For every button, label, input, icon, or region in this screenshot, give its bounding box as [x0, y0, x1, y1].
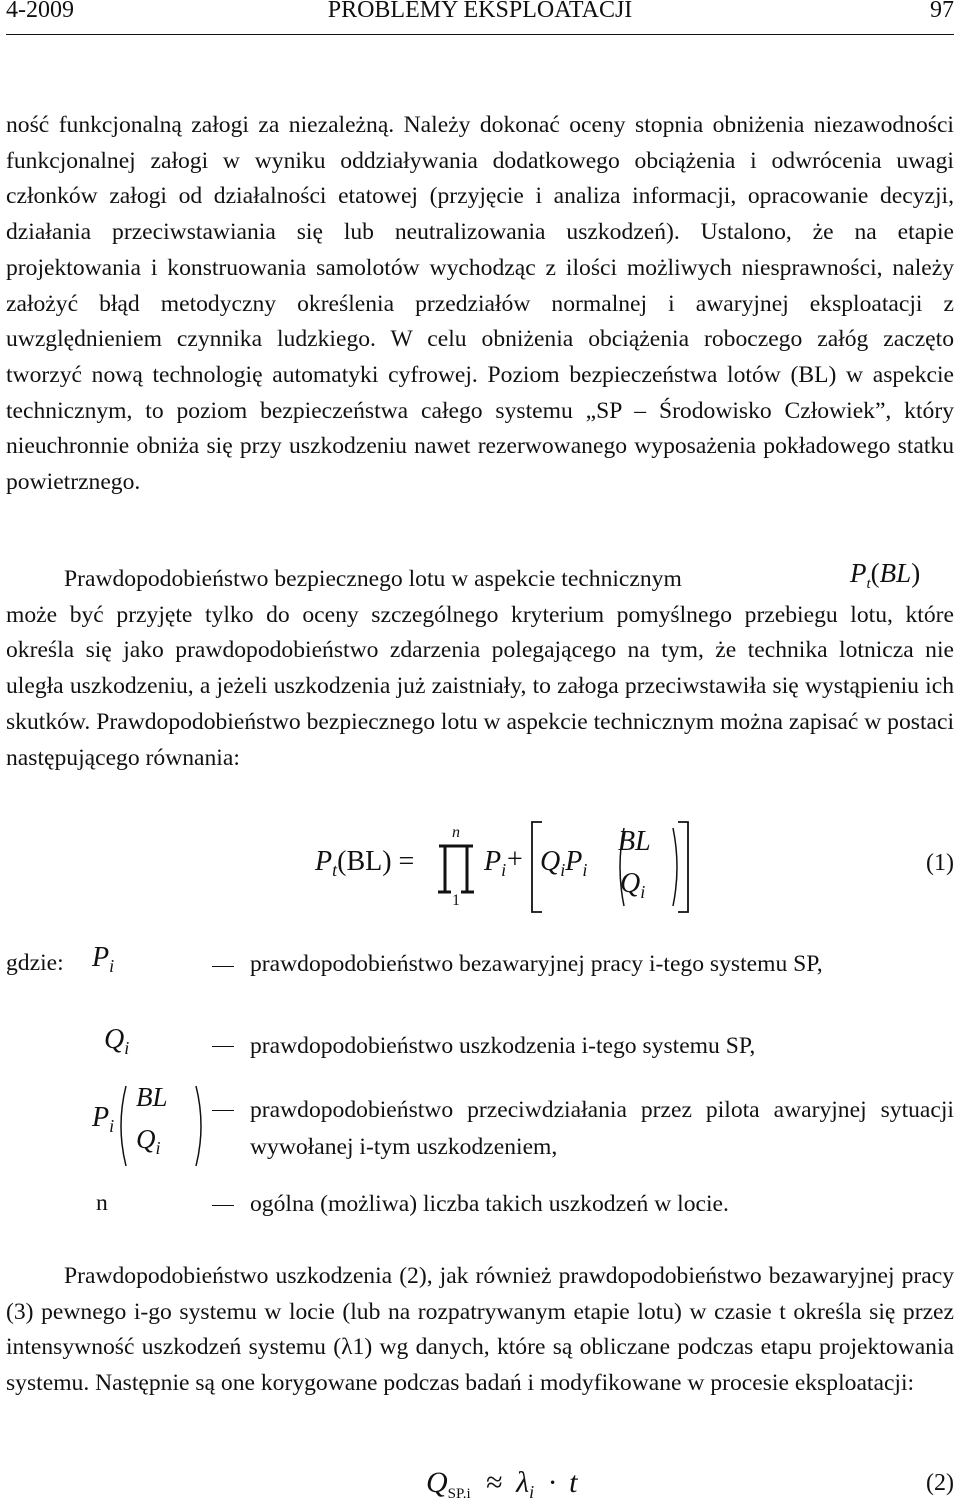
def2-sub: i — [124, 1038, 130, 1058]
def2-dash — [212, 1046, 234, 1047]
eq2-approx: ≈ — [486, 1466, 503, 1499]
page-number: 97 — [930, 0, 954, 23]
eq2-q: Q — [426, 1466, 448, 1499]
def3-frac-den-sub: i — [155, 1138, 161, 1158]
def4-text: ogólna (możliwa) liczba takich uszkodzeń w locie. — [250, 1191, 729, 1217]
eq2-t: t — [569, 1466, 578, 1499]
def3-sub: i — [109, 1116, 115, 1136]
eq1-p2-sub: i — [582, 860, 588, 880]
def1-dash — [212, 966, 234, 967]
def4-symbol: n — [96, 1190, 108, 1216]
def3-frac-num: BL — [136, 1082, 168, 1112]
eq1-frac-den-sub: i — [640, 882, 646, 902]
eq1-number: (1) — [926, 850, 954, 876]
product-symbol — [436, 842, 476, 894]
eq2-number: (2) — [926, 1470, 954, 1496]
eq2-body — [426, 1466, 577, 1503]
eq1-lhs — [315, 846, 414, 881]
def1-text: prawdopodobieństwo bezawaryjnej pracy i-tego systemu SP, — [250, 951, 823, 977]
eq1-frac-den — [620, 868, 645, 903]
eq1-lhs-arg: (BL) = — [337, 846, 415, 877]
eq1-q-sub: i — [560, 860, 566, 880]
eq1-term1-sub: i — [501, 860, 507, 880]
paragraph-2-body: może być przyjęte tylko do oceny szczególnego kryterium pomyślnego przebiegu lotu, które określa się jako prawdopodobieństwo zdarzenia polegającego na tym, że technika lotnicza nie uległa uszkodzeniu, a jeżeli uszkodzenia już zaistniały, to załoga przeciwstawiła się wystąpieniu ich skutków. Prawdopodobieństwo bezpiecznego lotu w aspekcie technicznym można zapisać w postaci następującego równania: — [6, 601, 954, 771]
def3-symbol — [92, 1080, 212, 1170]
def3-text: prawdopodobieństwo przeciwdziałania przez pilota awaryjnej sytuacji wywołanej i-tym uszkodzeniem, — [250, 1097, 954, 1160]
eq2-dot: · — [547, 1466, 558, 1499]
eq1-qp — [540, 846, 587, 881]
eq2-lambda-sub: i — [529, 1482, 535, 1502]
eq1-lhs-sub: t — [332, 860, 338, 880]
def2-symbol — [104, 1024, 129, 1059]
paragraph-2 — [6, 562, 954, 776]
equation-1 — [0, 820, 960, 920]
page-header — [6, 0, 954, 35]
eq2-q-sub: SP.i — [447, 1486, 471, 1502]
equation-2 — [0, 1466, 960, 1510]
paragraph-2-intro: Prawdopodobieństwo bezpiecznego lotu w aspekcie technicznym — [64, 566, 688, 592]
eq1-frac-num: BL — [618, 826, 651, 857]
def2-text: prawdopodobieństwo uszkodzenia i-tego systemu SP, — [250, 1033, 756, 1059]
def2-sym: Q — [104, 1024, 125, 1055]
eq1-plus: + — [507, 844, 523, 875]
def4-dash — [212, 1205, 234, 1206]
def3-frac-den-q: Q — [136, 1124, 156, 1154]
eq1-lhs-p: P — [315, 846, 333, 877]
def3-sym: P — [92, 1102, 110, 1133]
def3-dash — [212, 1110, 234, 1111]
eq1-q: Q — [540, 846, 561, 877]
eq1-term1-p: P — [484, 846, 502, 877]
eq1-prod-lower: 1 — [452, 892, 460, 909]
eq2-lambda: λ — [516, 1466, 530, 1499]
eq1-term1 — [484, 846, 506, 881]
def1-sub: i — [109, 956, 115, 976]
eq1-p2: P — [565, 846, 583, 877]
paragraph-3: Prawdopodobieństwo uszkodzenia (2), jak również prawdopodobieństwo bezawaryjnej pracy (3) pewnego i-go systemu w locie (lub na rozpatrywanym etapie lotu) w czasie t określa się przez intensywność uszkodzeń systemu (λ1) wg danych, które są obliczane podczas etapu projektowania systemu. Następnie są one korygowane podczas badań i modyfikowane w procesie eksploatacji: — [6, 1263, 954, 1397]
inline-math-pt-bl: $P_t(BL)$ — [850, 558, 921, 592]
where-label: gdzie: — [6, 950, 64, 976]
eq1-prod-upper: n — [452, 824, 460, 841]
journal-title: PROBLEMY EKSPLOATACJI — [327, 0, 633, 23]
eq1-frac-den-q: Q — [620, 868, 641, 899]
def3-frac-den — [136, 1124, 161, 1159]
def1-symbol — [92, 942, 114, 977]
paragraph-1: ność funkcjonalną załogi za niezależną. Należy dokonać oceny stopnia obniżenia niezawodności funkcjonalnej załogi w wyniku oddziaływania dodatkowego obciążenia i odwrócenia uwagi członków załogi od działalności etatowej (przyjęcie i analiza informacji, opracowanie decyzji, działania przeciwstawiania się lub neutralizowania uszkodzeń). Ustalono, że na etapie projektowania i konstruowania samolotów wychodząc z ilości możliwych niesprawności, należy założyć błąd metodyczny określenia przedziałów normalnej i awaryjnej eksploatacji z uwzględnieniem czynnika ludzkiego. W celu obniżenia obciążenia roboczego załóg zaczęto tworzyć nową technologię automatyki cyfrowej. Poziom bezpieczeństwa lotów (BL) w aspekcie technicznym, to poziom bezpieczeństwa całego systemu „SP – Środowisko Człowiek”, który nieuchronnie obniża się przy uszkodzeniu nawet rezerwowanego wyposażenia pokładowego statku powietrznego. — [6, 112, 954, 496]
issue-number: 4-2009 — [6, 0, 74, 23]
def1-sym: P — [92, 942, 110, 973]
